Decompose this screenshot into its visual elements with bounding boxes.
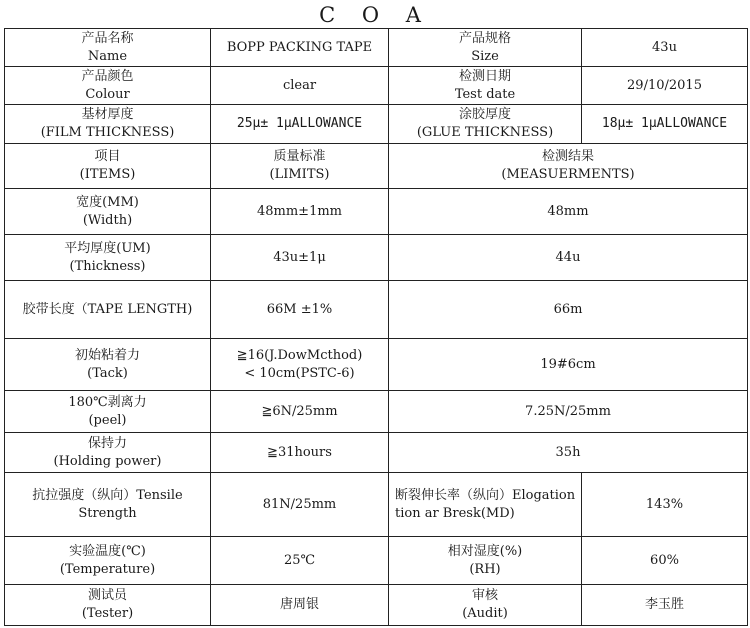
humidity-label: 相对湿度(%) (RH) [389,537,582,585]
glue-thickness-label: 涂胶厚度 (GLUE THICKNESS) [389,105,582,144]
audit-value: 李玉胜 [582,585,748,626]
limit-value: 43u±1μ [211,235,389,281]
audit-label: 审核 (Audit) [389,585,582,626]
film-thickness-label: 基材厚度 (FILM THICKNESS) [5,105,211,144]
size-label: 产品规格 Size [389,29,582,67]
item-label: 平均厚度(UM) (Thickness) [5,235,211,281]
temperature-row [5,537,748,585]
colour-value: clear [211,67,389,105]
table-row [5,339,748,391]
table-row [5,235,748,281]
humidity-value: 60% [582,537,748,585]
test-date-value: 29/10/2015 [582,67,748,105]
measurements-header: 检测结果 (MEASUERMENTS) [389,144,748,189]
signoff-row [5,585,748,626]
film-thickness-value: 25μ± 1μALLOWANCE [211,105,389,144]
result-value: 19#6cm [389,339,748,391]
size-value: 43u [582,29,748,67]
column-header-row [5,144,748,189]
test-date-label: 检测日期 Test date [389,67,582,105]
result-value: 44u [389,235,748,281]
temperature-value: 25℃ [211,537,389,585]
table-row [5,433,748,473]
limit-value: ≧16(J.DowMcthod) < 10cm(PSTC-6) [211,339,389,391]
item-label: 180℃剥离力 (peel) [5,391,211,433]
name-label: 产品名称 Name [5,29,211,67]
table-row [5,391,748,433]
item-label: 胶带长度（TAPE LENGTH) [5,281,211,339]
table-row [5,281,748,339]
limit-value: 66M ±1% [211,281,389,339]
name-value: BOPP PACKING TAPE [211,29,389,67]
result-value: 66m [389,281,748,339]
item-label: 保持力 (Holding power) [5,433,211,473]
item-label: 初始粘着力 (Tack) [5,339,211,391]
coa-table [4,28,748,626]
result-value: 7.25N/25mm [389,391,748,433]
result-value: 35h [389,433,748,473]
thickness-spec-row [5,105,748,144]
temperature-label: 实验温度(℃) (Temperature) [5,537,211,585]
tensile-label: 抗拉强度（纵向）Tensile Strength [5,473,211,537]
colour-label: 产品颜色 Colour [5,67,211,105]
document-title: C O A [319,3,431,27]
tester-label: 测试员 (Tester) [5,585,211,626]
tester-value: 唐周银 [211,585,389,626]
limit-value: ≧6N/25mm [211,391,389,433]
limit-value: 48mm±1mm [211,189,389,235]
item-label: 宽度(MM) (Width) [5,189,211,235]
elongation-label: 断裂伸长率（纵向）Elogation tion ar Bresk(MD) [389,473,582,537]
elongation-value: 143% [582,473,748,537]
limit-value: ≧31hours [211,433,389,473]
tensile-row [5,473,748,537]
colour-row [5,67,748,105]
items-header: 项目 (ITEMS) [5,144,211,189]
result-value: 48mm [389,189,748,235]
table-row [5,189,748,235]
tensile-value: 81N/25mm [211,473,389,537]
name-row [5,29,748,67]
limits-header: 质量标准 (LIMITS) [211,144,389,189]
glue-thickness-value: 18μ± 1μALLOWANCE [582,105,748,144]
